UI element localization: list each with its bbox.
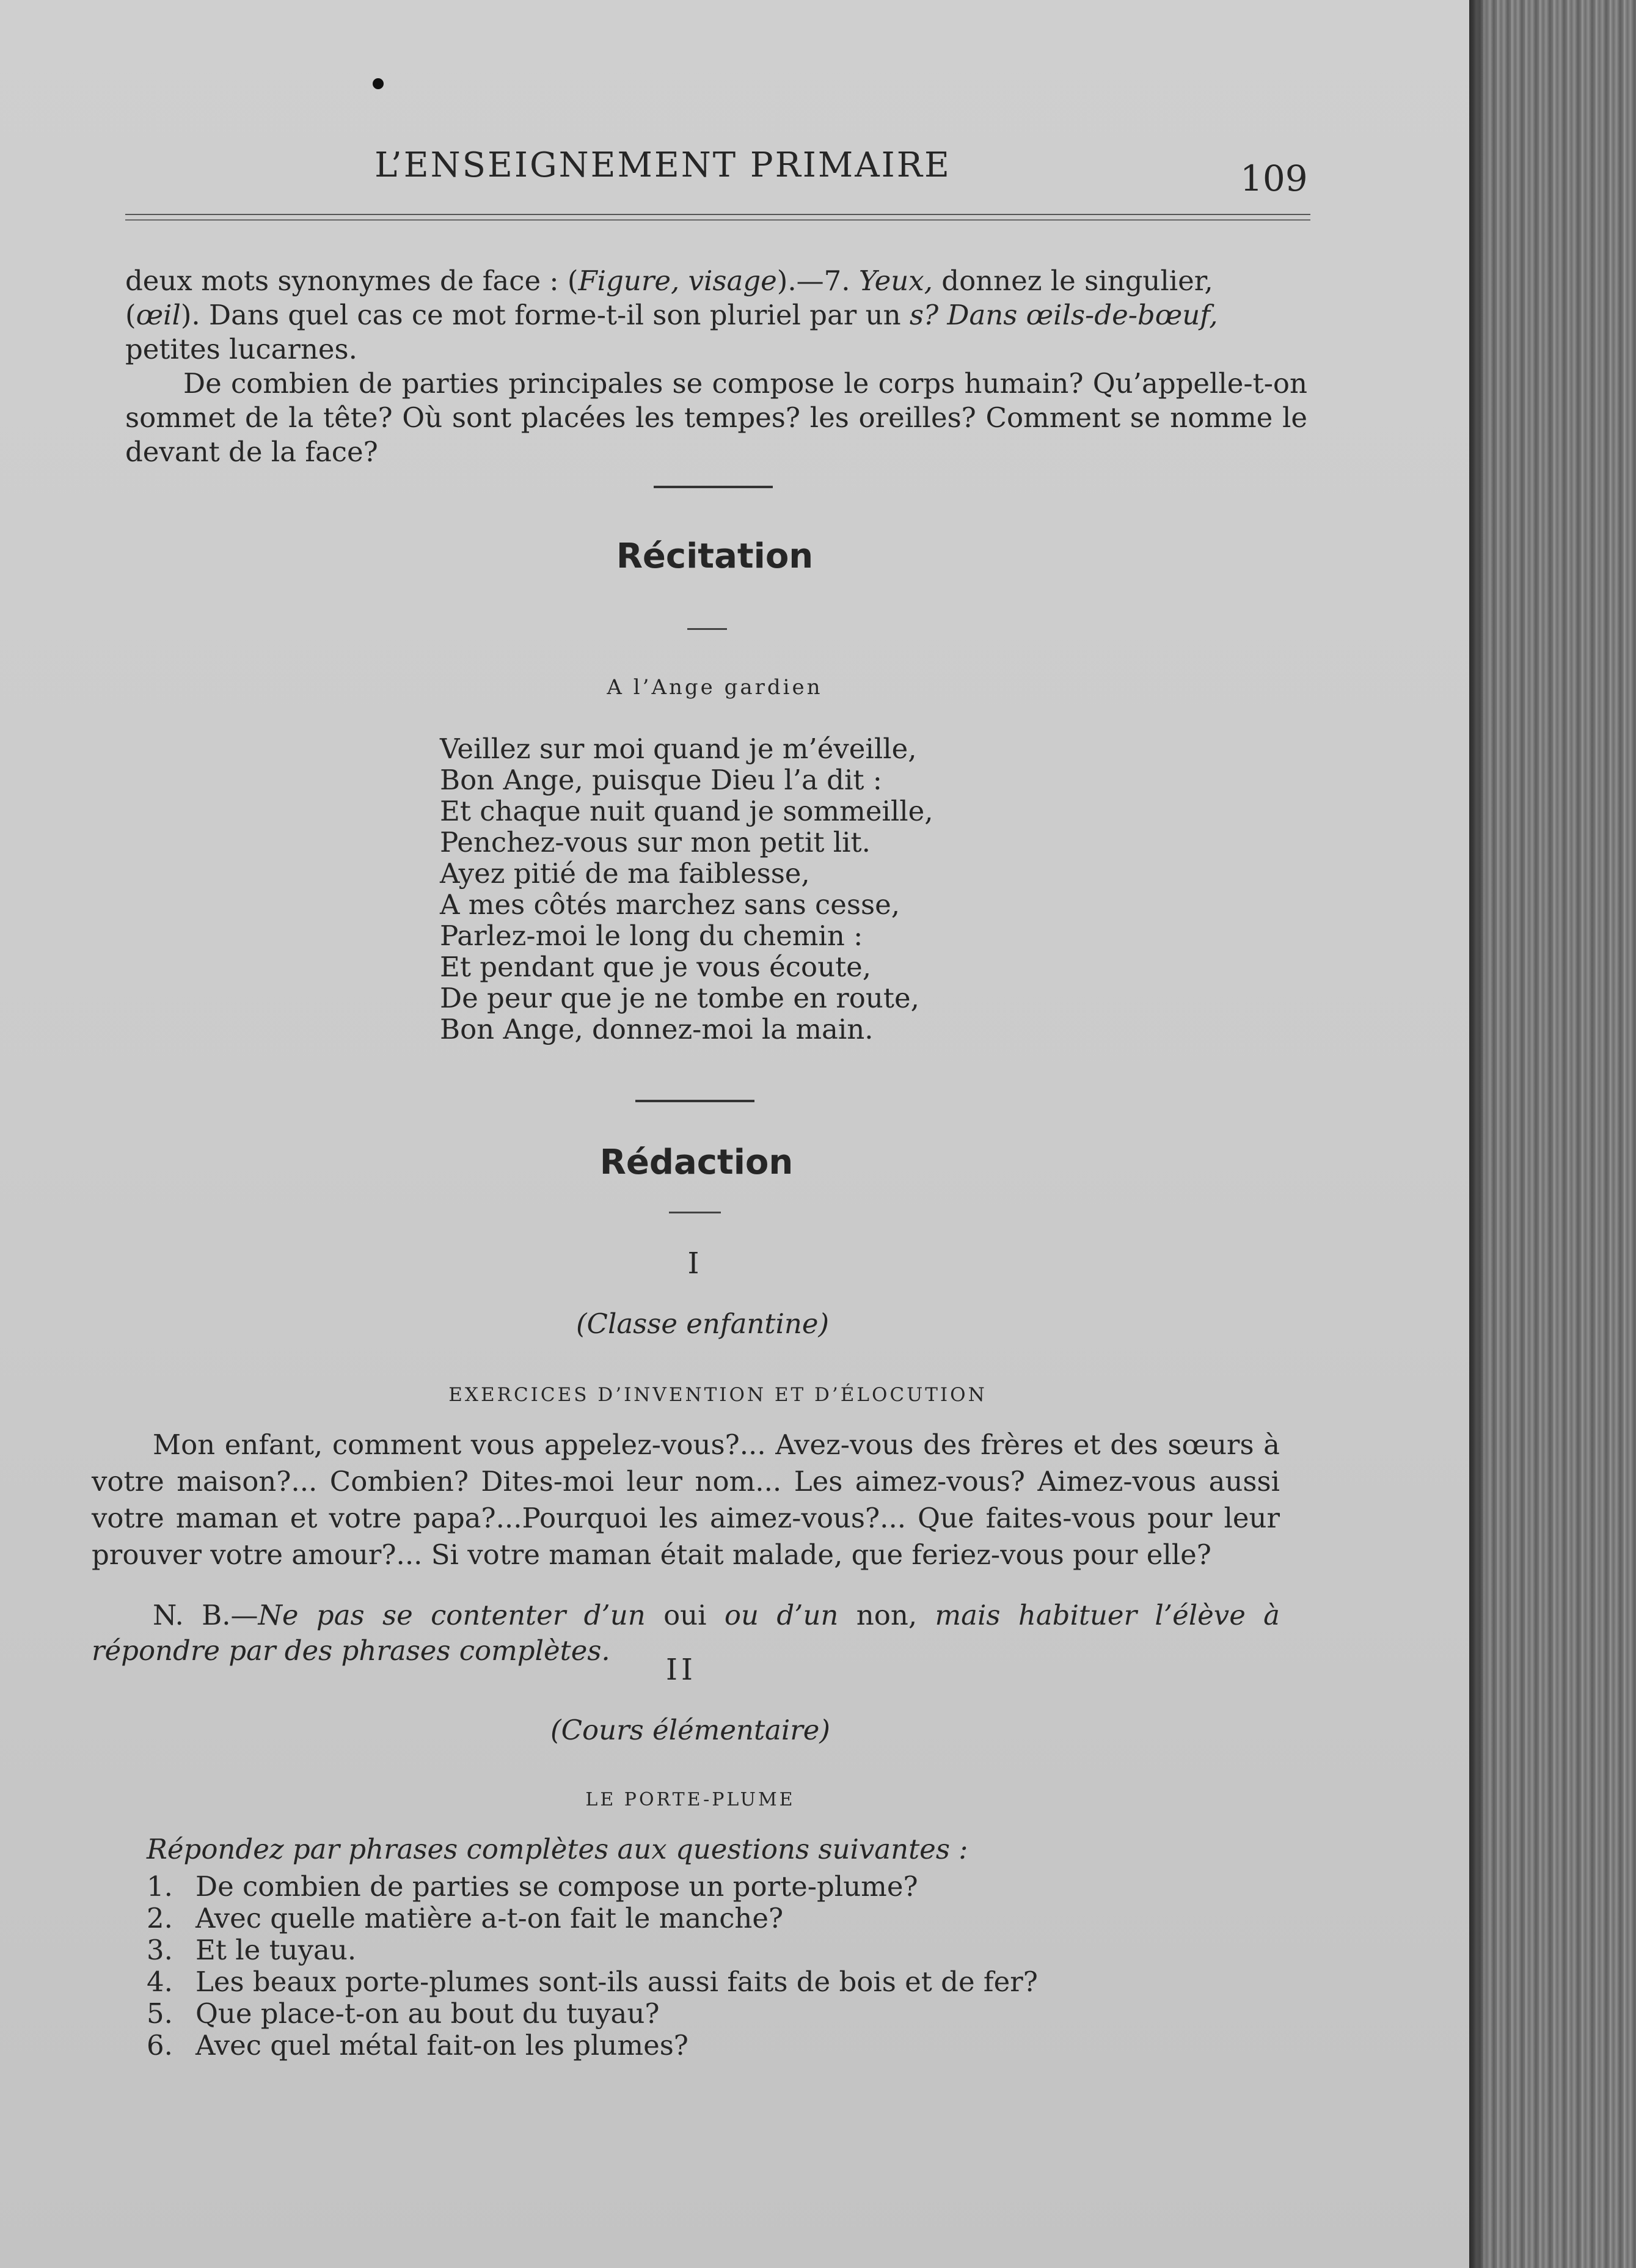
intro-italic: œil <box>136 299 181 331</box>
question-text: Avec quel métal fait-on les plumes? <box>195 2029 688 2061</box>
list-item <box>147 2030 1185 2061</box>
section-title-recitation: Récitation <box>616 536 814 576</box>
question-number: 2. <box>147 1902 173 1934</box>
intro-italic: s? Dans œils-de-bœuf, <box>909 299 1218 331</box>
question-text: De combien de parties se compose un porte-plume? <box>195 1870 918 1903</box>
poem-title: A l’Ange gardien <box>607 675 823 700</box>
poem-line: A mes côtés marchez sans cesse, <box>440 888 900 921</box>
note-italic: mais habituer l’élève à répondre par des phrases complètes. <box>92 1599 1280 1667</box>
poem-line: De peur que je ne tombe en route, <box>440 982 919 1014</box>
poem-line: Bon Ange, donnez-moi la main. <box>440 1013 874 1045</box>
intro-paragraph-1 <box>125 264 1307 367</box>
book-page-edges <box>1469 0 1636 2268</box>
question-text: Que place-t-on au bout du tuyau? <box>195 1997 660 2030</box>
list-item <box>147 1966 1185 1998</box>
list-item <box>147 1871 1185 1903</box>
intro-paragraph-2: De combien de parties principales se compose le corps humain? Qu’appelle-t-on sommet de la tête? Où sont placées les tempes? les oreilles? Comment se nomme le devant de la face? <box>125 367 1307 468</box>
header-rule <box>125 214 1310 221</box>
part-numeral-2: II <box>666 1653 696 1687</box>
note-italic: Ne pas se contenter d’un <box>258 1599 646 1631</box>
note-text: non, <box>838 1599 935 1631</box>
part-numeral-1: I <box>687 1246 699 1281</box>
intro-text: donnez le singulier, <box>932 265 1213 297</box>
part-level-1: (Classe enfantine) <box>575 1308 830 1340</box>
poem-line: Parlez-moi le long du chemin : <box>440 920 863 952</box>
part1-paragraph: Mon enfant, comment vous appelez-vous?... Avez-vous des frères et des sœurs à votre maison?... Combien? Dites-moi leur nom... Les aimez-vous? Aimez-vous aussi votre maman et votre papa?...Pourquoi les aimez-vous?... Que faites-vous pour leur prouver votre amour?... Si votre maman était malade, que feriez-vous pour elle? <box>92 1428 1280 1571</box>
intro-text: ( <box>125 299 136 331</box>
section-divider <box>687 628 727 630</box>
poem-line: Et chaque nuit quand je sommeille, <box>440 795 933 827</box>
section-divider <box>669 1212 721 1213</box>
question-number: 3. <box>147 1934 173 1966</box>
part-heading-1: EXERCICES D’INVENTION ET D’ÉLOCUTION <box>448 1384 987 1406</box>
question-number: 1. <box>147 1870 173 1903</box>
question-number: 6. <box>147 2029 173 2061</box>
question-text: Avec quelle matière a-t-on fait le manche? <box>195 1902 784 1934</box>
question-list <box>147 1871 1185 2061</box>
question-text: Les beaux porte-plumes sont-ils aussi faits de bois et de fer? <box>195 1966 1038 1998</box>
part2-instruction: Répondez par phrases complètes aux questions suivantes : <box>147 1833 968 1865</box>
list-item <box>147 1934 1185 1966</box>
poem <box>440 733 933 1045</box>
poem-line: Veillez sur moi quand je m’éveille, <box>440 733 917 765</box>
poem-line: Penchez-vous sur mon petit lit. <box>440 826 871 858</box>
question-text: Et le tuyau. <box>195 1934 357 1966</box>
section-title-redaction: Rédaction <box>599 1143 794 1182</box>
poem-line: Bon Ange, puisque Dieu l’a dit : <box>440 764 882 796</box>
intro-text: ).—7. <box>776 265 859 297</box>
note-text: oui <box>645 1599 725 1631</box>
intro-italic: Yeux, <box>858 265 933 297</box>
part-heading-2: LE PORTE-PLUME <box>585 1789 795 1810</box>
poem-line: Et pendant que je vous écoute, <box>440 951 872 983</box>
list-item <box>147 1998 1185 2030</box>
section-divider <box>635 1100 754 1102</box>
note-label: N. B.— <box>153 1599 258 1631</box>
intro-text: ). Dans quel cas ce mot forme-t-il son pluriel par un <box>180 299 910 331</box>
list-item <box>147 1903 1185 1934</box>
running-header-title: L’ENSEIGNEMENT PRIMAIRE <box>374 145 951 185</box>
ink-spot <box>373 78 384 89</box>
note-italic: ou d’un <box>724 1599 839 1631</box>
section-divider <box>654 486 773 488</box>
intro-text: petites lucarnes. <box>125 333 357 365</box>
page-edge-shadow <box>1469 0 1488 2268</box>
poem-line: Ayez pitié de ma faiblesse, <box>440 857 810 890</box>
question-number: 5. <box>147 1997 173 2030</box>
part-level-2: (Cours élémentaire) <box>550 1714 830 1746</box>
intro-text: deux mots synonymes de face : ( <box>125 265 579 297</box>
page-number: 109 <box>1240 158 1308 199</box>
question-number: 4. <box>147 1966 173 1998</box>
intro-italic: Figure, visage <box>578 265 777 297</box>
